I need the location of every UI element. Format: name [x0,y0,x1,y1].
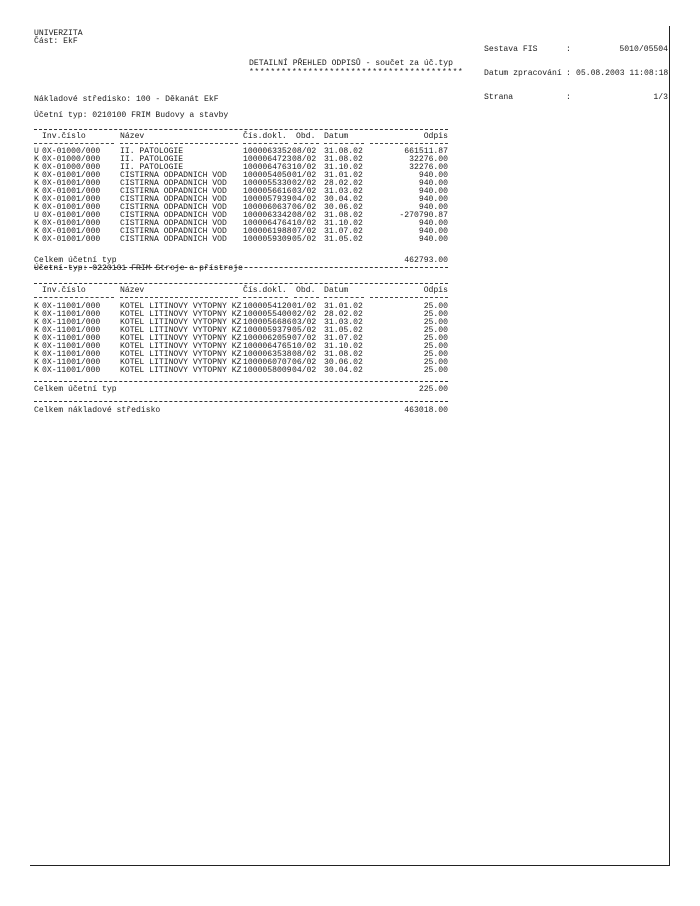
row-asset-name: CISTIRNA ODPADNICH VOD [120,195,227,204]
org-block [34,30,83,46]
row-inventory-number: 0X-01001/000 [42,187,101,196]
row-period: 05/02 [292,326,317,335]
row-date: 31.01.02 [324,302,363,311]
row-asset-name: CISTIRNA ODPADNICH VOD [120,171,227,180]
row-document-number: 1000055330 [243,179,292,188]
row-flag: K [34,195,39,204]
row-inventory-number: 0X-01001/000 [42,171,101,180]
meta-row-page [484,94,668,102]
row-inventory-number: 0X-11001/000 [42,358,101,367]
row-flag: K [34,334,39,343]
section-total-value: 462793.00 [404,256,448,265]
row-inventory-number: 0X-11001/000 [42,366,101,375]
meta-key: Sestava FIS [484,45,538,54]
row-amount: 25.00 [423,310,448,319]
row-document-number: 1000064763 [243,163,292,172]
row-asset-name: KOTEL LITINOVY VYTOPNY KZ [120,358,242,367]
section-heading: Účetní typ: 0220101 FRIM Stroje a přístroje [34,264,243,273]
row-document-number: 1000064723 [243,155,292,164]
row-amount: 940.00 [418,203,448,212]
row-document-number: 1000055400 [243,310,292,319]
row-amount: 940.00 [418,227,448,236]
row-flag: K [34,227,39,236]
row-amount: -270790.87 [399,211,448,220]
row-period: 04/02 [292,195,317,204]
row-flag: K [34,310,39,319]
row-asset-name: KOTEL LITINOVY VYTOPNY KZ [120,326,242,335]
table-top-rule [34,283,448,284]
row-inventory-number: 0X-01000/000 [42,155,101,164]
row-period: 03/02 [292,187,317,196]
col-rule [120,297,238,298]
row-inventory-number: 0X-01001/000 [42,235,101,244]
row-flag: K [34,342,39,351]
row-amount: 940.00 [418,219,448,228]
meta-key: Strana [484,93,514,102]
row-amount: 940.00 [418,195,448,204]
row-asset-name: CISTIRNA ODPADNICH VOD [120,227,227,236]
row-date: 31.08.02 [324,155,363,164]
col-rule [324,143,364,144]
row-date: 28.02.02 [324,179,363,188]
row-inventory-number: 0X-01001/000 [42,179,101,188]
row-period: 04/02 [292,366,317,375]
row-asset-name: CISTIRNA ODPADNICH VOD [120,203,227,212]
section-heading: Účetní typ: 0210100 FRIM Budovy a stavby [34,111,229,120]
row-period: 05/02 [292,235,317,244]
row-amount: 32276.00 [409,155,448,164]
row-document-number: 1000063538 [243,350,292,359]
col-header-inv: Inv.číslo [42,286,86,295]
row-date: 30.06.02 [324,358,363,367]
row-document-number: 1000059309 [243,235,292,244]
meta-value: 5010/05504 [619,45,668,54]
row-period: 10/02 [292,163,317,172]
row-asset-name: KOTEL LITINOVY VYTOPNY KZ [120,310,242,319]
row-amount: 940.00 [418,187,448,196]
row-period: 03/02 [292,318,317,327]
row-date: 31.05.02 [324,326,363,335]
grand-total-label: Celkem nákladové středisko [34,406,161,415]
row-document-number: 1000061988 [243,227,292,236]
row-amount: 940.00 [418,171,448,180]
row-flag: K [34,318,39,327]
row-amount: 25.00 [423,318,448,327]
row-document-number: 1000062059 [243,334,292,343]
row-document-number: 1000060707 [243,358,292,367]
row-period: 07/02 [292,227,317,236]
row-inventory-number: 0X-01001/000 [42,227,101,236]
col-rule [370,143,448,144]
row-inventory-number: 0X-11001/000 [42,318,101,327]
title-underline: **************************************** [249,68,464,77]
col-rule [324,297,364,298]
row-inventory-number: 0X-11001/000 [42,342,101,351]
row-inventory-number: 0X-11001/000 [42,326,101,335]
row-amount: 25.00 [423,334,448,343]
row-period: 01/02 [292,302,317,311]
row-asset-name: II. PATOLOGIE [120,155,184,164]
row-document-number: 1000064765 [243,342,292,351]
row-date: 31.07.02 [324,227,363,236]
row-asset-name: KOTEL LITINOVY VYTOPNY KZ [120,318,242,327]
section-total-value: 225.00 [418,385,448,394]
col-rule [243,143,288,144]
col-header-date: Datum [324,132,349,141]
row-inventory-number: 0X-11001/000 [42,350,101,359]
row-asset-name: KOTEL LITINOVY VYTOPNY KZ [120,342,242,351]
col-rule [120,143,238,144]
row-date: 31.10.02 [324,163,363,172]
row-date: 31.10.02 [324,342,363,351]
row-period: 10/02 [292,219,317,228]
row-period: 02/02 [292,179,317,188]
row-flag: U [34,211,39,220]
row-document-number: 1000054050 [243,171,292,180]
row-document-number: 1000054120 [243,302,292,311]
grand-total-value: 463018.00 [404,406,448,415]
col-header-amount: Odpis [423,132,448,141]
row-asset-name: CISTIRNA ODPADNICH VOD [120,235,227,244]
row-inventory-number: 0X-01001/000 [42,219,101,228]
row-flag: K [34,219,39,228]
col-header-date: Datum [324,286,349,295]
meta-sep: : [566,93,571,102]
meta-sep: : [566,69,571,78]
row-flag: K [34,366,39,375]
report-title: DETAILNÍ PŘEHLED ODPISŮ - součet za úč.typ [249,59,453,68]
col-header-period: Obd. [296,286,316,295]
report-page [30,26,670,866]
col-rule [34,297,114,298]
row-flag: K [34,235,39,244]
col-rule [294,143,319,144]
row-period: 02/02 [292,310,317,319]
row-flag: K [34,326,39,335]
col-header-period: Obd. [296,132,316,141]
row-flag: K [34,171,39,180]
org-name: UNIVERZITA [34,29,83,38]
row-period: 08/02 [292,350,317,359]
row-period: 01/02 [292,171,317,180]
row-period: 08/02 [292,155,317,164]
row-date: 30.04.02 [324,366,363,375]
row-date: 31.01.02 [324,171,363,180]
row-date: 31.08.02 [324,147,363,156]
row-flag: K [34,155,39,164]
row-flag: K [34,350,39,359]
row-period: 08/02 [292,211,317,220]
table-bottom-rule [34,381,448,382]
section-total-label: Celkem účetní typ [34,256,117,265]
col-rule [370,297,448,298]
meta-value: 05.08.2003 11:08:18 [576,69,669,78]
row-flag: K [34,187,39,196]
section-total-label: Celkem účetní typ [34,385,117,394]
table-row [34,367,448,375]
col-rule [294,297,319,298]
row-date: 31.03.02 [324,187,363,196]
row-asset-name: KOTEL LITINOVY VYTOPNY KZ [120,302,242,311]
row-flag: K [34,163,39,172]
row-asset-name: KOTEL LITINOVY VYTOPNY KZ [120,366,242,375]
meta-value: 1/3 [653,93,668,102]
row-date: 30.04.02 [324,195,363,204]
col-header-name: Název [120,286,145,295]
row-asset-name: II. PATOLOGIE [120,147,184,156]
meta-key: Datum zpracování [484,69,562,78]
row-asset-name: CISTIRNA ODPADNICH VOD [120,219,227,228]
row-flag: K [34,302,39,311]
row-date: 30.06.02 [324,203,363,212]
row-document-number: 1000063352 [243,147,292,156]
row-period: 10/02 [292,342,317,351]
cost-center-heading: Nákladové středisko: 100 - Děkanát EkF [34,95,219,104]
row-inventory-number: 0X-01001/000 [42,195,101,204]
row-flag: K [34,179,39,188]
row-asset-name: II. PATOLOGIE [120,163,184,172]
meta-row-date [484,70,668,78]
row-date: 28.02.02 [324,310,363,319]
row-period: 08/02 [292,147,317,156]
row-period: 07/02 [292,334,317,343]
row-amount: 661511.87 [404,147,448,156]
row-inventory-number: 0X-01001/000 [42,211,101,220]
meta-row-report [484,46,668,54]
row-document-number: 1000060637 [243,203,292,212]
org-part: Část: EkF [34,37,78,46]
row-date: 31.08.02 [324,350,363,359]
row-flag: K [34,203,39,212]
row-amount: 25.00 [423,342,448,351]
row-amount: 25.00 [423,302,448,311]
row-asset-name: CISTIRNA ODPADNICH VOD [120,187,227,196]
row-inventory-number: 0X-01000/000 [42,163,101,172]
meta-sep: : [566,45,571,54]
row-inventory-number: 0X-11001/000 [42,302,101,311]
col-rule [243,297,288,298]
row-document-number: 1000063342 [243,211,292,220]
row-period: 06/02 [292,358,317,367]
row-flag: K [34,358,39,367]
col-header-inv: Inv.číslo [42,132,86,141]
row-amount: 25.00 [423,358,448,367]
row-date: 31.10.02 [324,219,363,228]
row-document-number: 1000064764 [243,219,292,228]
row-asset-name: CISTIRNA ODPADNICH VOD [120,211,227,220]
row-date: 31.07.02 [324,334,363,343]
row-period: 06/02 [292,203,317,212]
row-asset-name: CISTIRNA ODPADNICH VOD [120,179,227,188]
row-document-number: 1000056616 [243,187,292,196]
row-inventory-number: 0X-01001/000 [42,203,101,212]
row-date: 31.03.02 [324,318,363,327]
row-inventory-number: 0X-01000/000 [42,147,101,156]
row-document-number: 1000057939 [243,195,292,204]
col-rule [34,143,114,144]
row-amount: 25.00 [423,326,448,335]
report-meta [484,30,668,118]
row-document-number: 1000058009 [243,366,292,375]
col-header-doc: Čís.dokl. [243,132,287,141]
row-document-number: 1000056686 [243,318,292,327]
row-asset-name: KOTEL LITINOVY VYTOPNY KZ [120,334,242,343]
row-amount: 940.00 [418,179,448,188]
row-amount: 25.00 [423,350,448,359]
row-document-number: 1000059379 [243,326,292,335]
row-amount: 32276.00 [409,163,448,172]
col-header-name: Název [120,132,145,141]
row-inventory-number: 0X-11001/000 [42,334,101,343]
grand-total-rule [34,401,448,402]
col-header-doc: Čís.dokl. [243,286,287,295]
col-header-amount: Odpis [423,286,448,295]
row-amount: 940.00 [418,235,448,244]
table-top-rule [34,129,448,130]
row-date: 31.05.02 [324,235,363,244]
row-asset-name: KOTEL LITINOVY VYTOPNY KZ [120,350,242,359]
row-inventory-number: 0X-11001/000 [42,310,101,319]
row-flag: U [34,147,39,156]
row-date: 31.08.02 [324,211,363,220]
row-amount: 25.00 [423,366,448,375]
table-row [34,236,448,244]
